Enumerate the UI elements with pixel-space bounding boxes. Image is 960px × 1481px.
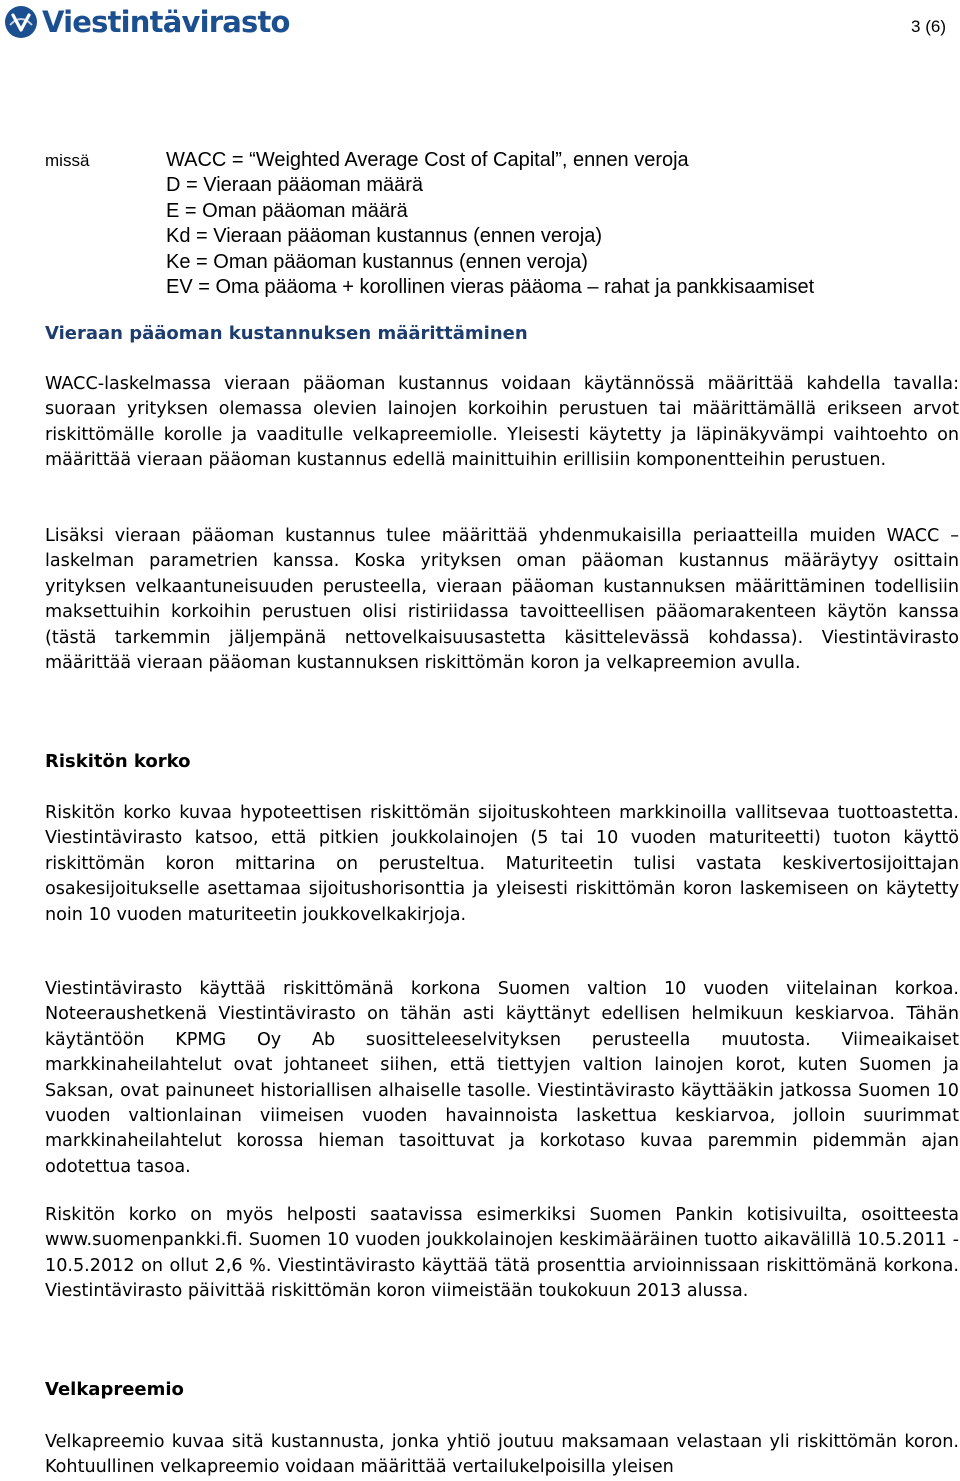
paragraph: Riskitön korko on myös helposti saatavissa esimerkiksi Suomen Pankin kotisivuilta, osoitteesta www.suomenpankki.fi. Suomen 10 vuoden joukkolainojen keskimääräinen tuotto aikavälillä 10.5.2011 - 10.5.2012 on ollut 2,6 %. Viestintävirasto käyttää tätä prosenttia arvioinnissaan riskittömänä korkona. Viestintävirasto päivittää riskittömän koron viimeistään toukokuun 2013 alussa. [45,1205,959,1302]
definition-item: E = Oman pääoman määrä [166,199,408,222]
definitions-label: missä [45,151,90,170]
logo [4,4,290,40]
paragraph: Lisäksi vieraan pääoman kustannus tulee määrittää yhdenmukaisilla periaatteilla muiden WACC – laskelman parametrien kanssa. Koska yrityksen oman pääoman kustannus määräytyy osittain yrityksen velkaantuneisuuden perusteella, vieraan pääoman kustannuksen määrittäminen todellisiin maksettuihin korkoihin perustuen olisi ristiriidassa tavoitteellisen pääomarakenteen käytön kanssa (tästä tarkemmin jäljempänä nettovelkaisuusastetta käsittelevässä kohdassa). Viestintävirasto määrittää vieraan pääoman kustannuksen riskittömän koron ja velkapreemion avulla. [45,526,959,674]
definition-item: WACC = “Weighted Average Cost of Capital”, ennen veroja [166,149,689,171]
page-number: 3 (6) [911,17,946,36]
definitions-list [166,148,814,300]
paragraph: Riskitön korko kuvaa hypoteettisen riskittömän sijoituskohteen markkinoilla vallitsevaa tuottoastetta. Viestintävirasto katsoo, että pitkien joukkolainojen (5 tai 10 vuoden maturiteetti) tuoton käyttö riskittömän koron mittarina on perusteltua. Maturiteetin tulisi vastata keskivertosijoittajan osakesijoitukselle asettamaa sijoitushorisonttia ja yleisesti riskittömän koron laskemiseen on käytetty noin 10 vuoden maturiteetin joukkovelkakirjoja. [45,803,959,925]
paragraph: Viestintävirasto käyttää riskittömänä korkona Suomen valtion 10 vuoden viitelainan korkoa. Noteeraushetkenä Viestintävirasto on tähän asti käyttänyt edellisen helmikuun keskiarvoa. Tähän käytäntöön KPMG Oy Ab suositteleeselvityksen perusteella muutosta. Viimeaikaiset markkinaheilahtelut ovat johtaneet siihen, että tiettyjen valtion lainojen korot, kuten Suomen ja Saksan, ovat painuneet historiallisen alhaiselle tasolle. Viestintävirasto käyttääkin jatkossa Suomen 10 vuoden valtionlainan viimeisen vuoden havainnoista laskettua keskiarvoa, jolloin suurimmat markkinaheilahtelut korossa hieman tasoittuvat ja korkotaso kuvaa paremmin pidemmän ajan odotettua tasoa. [45,979,959,1177]
definition-item: D = Vieraan pääoman määrä [166,174,424,197]
definition-item: Ke = Oman pääoman kustannus (ennen veroja) [166,250,588,273]
paragraph: Velkapreemio kuvaa sitä kustannusta, jonka yhtiö joutuu maksamaan velastaan yli riskittömän koron. Kohtuullinen velkapreemio voidaan määrittää vertailukelpoisilla yleisen [45,1432,959,1478]
page-header [0,0,960,60]
logo-symbol-icon [4,5,38,39]
section-heading-vieraan: Vieraan pääoman kustannuksen määrittäminen [45,323,528,344]
logo-wordmark: Viestintävirasto [42,5,290,39]
paragraph: WACC-laskelmassa vieraan pääoman kustannus voidaan käytännössä määrittää kahdella tavalla: suoraan yrityksen olemassa olevien lainojen korkoihin perustuen tai määrittämällä erikseen arvot riskittömälle korolle ja vaaditulle velkapreemiolle. Yleisesti käytetty ja läpinäkyvämpi vaihtoehto on määrittää vieraan pääoman kustannus edellä mainittuihin erillisiin komponentteihin perustuen. [45,374,959,471]
section-heading-velkapreemio: Velkapreemio [45,1379,184,1400]
section-heading-riskiton: Riskitön korko [45,751,191,772]
definition-item: Kd = Vieraan pääoman kustannus (ennen veroja) [166,225,603,248]
definition-item: EV = Oma pääoma + korollinen vieras pääoma – rahat ja pankkisaamiset [166,276,815,299]
